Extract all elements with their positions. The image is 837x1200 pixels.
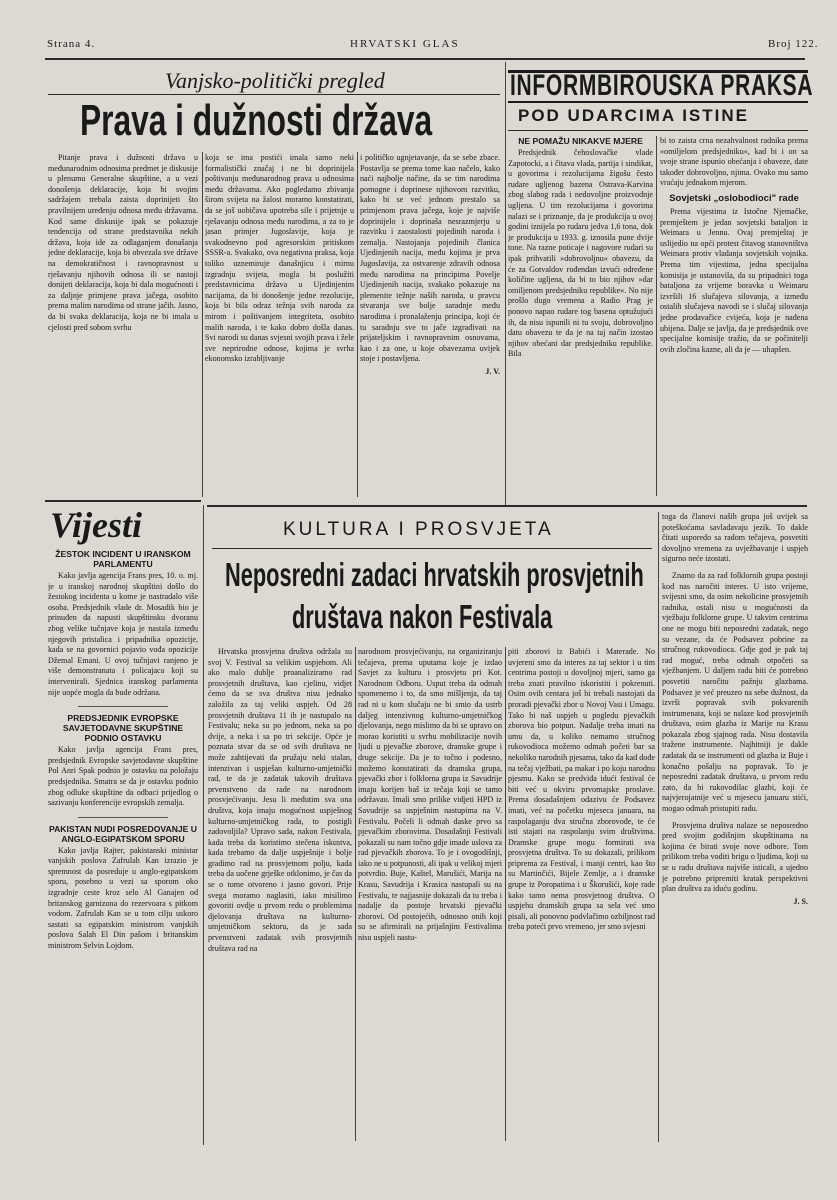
inform-col-1: NE POMAŽU NIKAKVE MJERE Predsjednik čehoslovačke vlade Zapotocki, a i čitava vlada, partija i sindikat, u govorima i rezolucijama žigošu često rudare ugljenog bazena Ostrava-Karvina zbog slabog rada i nedovoljne proizvodnje ugljena. U tim rezolucijama i govorima nalazi se i priznanje, da je produkcija u ovoj godini iznijela po rudaru jedva 1,6 tona, dok je produkcija u 1933. g. iznosila pune dvije tone. Na razne poticaje i nagovore rudari su ipak prihvatili »dobrovoljnu« obavezu, da će za Gotvaldov rođendan izvući određene količine ugljena, da bi to bio njihov »dar omiljenom predsjedniku republike«. No nije prošlo dugo vremena a Radio Prag je ponovo napao rudare tog basena optužujući ih, da nisu ispunili ni tu svoju, dobrovoljno datu obavezu te da je na taj način izostao njihov obećani dar predsjedniku republike. Bila [508, 136, 653, 359]
inform-title: INFORMBIROUSKA PRAKSA [510, 69, 814, 102]
inform-subhead-2: Sovjetski „oslobodioci" rade [669, 192, 799, 204]
news-headline: PREDSJEDNIK EVROPSKE SAVJETODAVNE SKUPŠTINE PODNIO OSTAVKU [62, 713, 184, 744]
kicker-rule [48, 94, 500, 95]
news-title: Vijesti [50, 505, 143, 545]
culture-section-banner: KULTURA I PROSVJETA [283, 519, 554, 540]
col-divider [505, 647, 506, 1141]
inform-subtitle: POD UDARCIMA ISTINE [518, 106, 749, 125]
inform-title-block [508, 69, 814, 103]
foreign-col-1: Pitanje prava i dužnosti država u međunarodnim odnosima predmet je diskusije u plenumu Generalne skupštine, a u vezi donošenja deklaracije, koja bi svojim sadržajem trebala zaista doprinijeti što pravilnijem uređenju odnosa među državama. Kod same diskusije ipak se pokazuje tendencija od strane predstavnika nekih država, koja ide za odlaganjem donašanja jedne deklaracije, koja bi obvezala sve države na demokratičnost i ravnopravnost u rješavanju njihovih odnosa ili se nastoji donijeti deklaracija, koja bi dala mogućnosti i za daljnje primjene prava jačega, osobito prema malim narodima od strane jačih. Jasno, da bi svaka deklaracija, koja ne bi imala u cjelosti pred sobom svrhu [48, 153, 198, 332]
foreign-col-3: i političko ugnjetavanje, da se sebe zbace. Postavlja se prema tome kao načelo, kako naći najbolje načine, da se tim narodima pomogne i doprinese njihovom razvitku, kako bi se već jednom prestalo sa primjenom prava jačega, koje je najviše doprinijelo i doprinaša nesrazmjerju u razvitku i zaostalosti pojedinih naroda i zemalja. Nastojanja pojedinih članica Ujedinjenih nacija, među kojima je prva Jugoslavija, za ostvarenje zdravih odnosa među narodima na principima Povelje Ujedinjenih nacija, svakako pokazuje na plemenite težnje naših naroda, u pravcu stvaranja sve bolje saradnje među narodima i pronalaženju principa, koji će tu saradnju sve to jače izgrađivati na prijateljskim i ravnopravnim osnovama, kao i za one, u koje obavezama uvijek stoje i postavljena. J. V. [360, 153, 500, 376]
culture-col-2: narodnom prosvjećivanju, na organiziranju tečajeva, prema uputama koje je izdao Savjet za kulturu i prosvjetu pri Kot. Narodnom Odboru. Usput treba da odmah spomenemo i to, da smo mišljenja, da taj rad ni u kom slučaju ne bi smio da ustrb daljeg intenzivnog kulturno-umjetničkog djelovanja, nego mislimo da bi se upravo on morao koristiti u svrhu mobilizacije novih ljudi u pjevačke zborove, dramske grupe i druge sekcije. Da je to točno i podesno, možemo konstatirati da dramska grupa, pjevački zbor i folklorna grupa iz Savudrije imaju korijen baš iz tečaja koji se tamo održavao. Imali smo prilike vidjeti HPD iz Savudrije sa uspješnim nastupima na V. Festivalu. Počeli li odmah daske prvo sa pjevačkim zborovima. Dosadašnji Festivali pokazali su nam točno gdje imade uslova za rad pjevačkih zborova. To je i ovogodišnji, iako ne u potpunosti, ali ipak u velikoj mjeri potvrdio. Buje, Kaštel, Marušići, Marija na Krasu, Savudrija i Krasica nastupali su na Festivalu, te najjasnije dokazali da tu treba i nadalje da postoje hrvatski pjevački zborovi. Od postojećih, odnosno onih koji su se afirmirali na prijašnjim Festivalima nisu uspjeli nastu- [358, 647, 502, 943]
culture-col-4: toga da članovi naših grupa još uvijek sa poteškoćama savladavaju jezik. To dakle čitati usporedo sa radom tečajeva, posvetiti dovoljno vremena za uvježbavanje i uspjeh sigurno neće izostati. Znamo da za rad folklornih grupa postoji kod nas naročiti interes. U isto vrijeme, svijesni smo, da osim nekolicine prosvjetnih radnika, ostali nisu u mogućnosti da vježbaju folklorne grupe. U takvim centrima one ne mogu biti neposredni zadatak, nego su vezane, da će Podsavez pobrine za stručnog rukovodioca. Gdje god je pak taj rad moguć, treba odmah otpočeti sa vježbanjem. U daljem radu biti će potrebno posvetiti naročitu pažnju glazbama. Podsavez je već preuzeo na sebe dužnost, da izvrši popravak svih pokvarenih instrumenata, koji se nalaze kod prosvjetnih društava, osim glazba iz Marije na Krasu pokazala zbog sjajnog rada. Nisu dostavila tražene instrumente. Najhitniji je dakle zadatak da se instrumenti od glazba iz Buje i konačno pošalju na popravak. To je neposredni zadatak društava, u prvom redu zato, da bi rukovodilac glazbi, koji će najvjerojatnije već u mjesecu januaru stići, mogao odmah pristupiti radu. Prosvjetna društva nalaze se neposredno pred svojim godišnjim skupštinama na kojima će birati svoje nove odbore. Tom prilikom treba voditi brigu o ljudima, koji su se u radu društava najviše isticali, a ujedno je potrebno pripremiti kratak perspektivni plan društva za iduću godinu. J. S. [662, 512, 808, 906]
inform-subhead: NE POMAŽU NIKAKVE MJERE [518, 136, 643, 146]
newspaper-title: HRVATSKI GLAS [350, 38, 460, 50]
subtitle-rule [508, 130, 808, 131]
culture-signature: J. S. [793, 896, 808, 906]
col-divider [203, 505, 204, 1145]
foreign-col-2: koja se ima postići imala samo neki formalistički značaj i ne bi doprinijela poštivanju međunarodnog prava u odnosima među državama. Ako pogledamo zbivanja širom svijeta na žalost moramo konstatirati, da se još uobičava upotreba sile i prijetnje u rješavanju odnosa među narodima, a za to je jasan primjer Jugoslavije, koja je svakodnevno pod agresorskim pritiskom SSSR-a. Svakako, ova negativna praksa, koja toliko uznemiruje današnjicu i mirnu izgradnju svijeta, mogla bi poslužiti predstavnicima država u Ujedinjenim nacijama, da bi donošenje jedne rezolucije, koja bi bila odraz težnja svih naroda za mirom i poštivanjem integriteta, osobito malih naroda, i te kako dobro došla danas. Svi narodi su danas svjesni svojih prava i žele sve neprirodne odnose, kojima je svrha ekonomsko izrabljivanje [205, 153, 354, 364]
col-divider [658, 512, 659, 1142]
col-divider [202, 152, 203, 497]
col-divider [656, 136, 657, 496]
culture-title-line2: društava nakon Festivala [292, 598, 553, 635]
news-column: ŽESTOK INCIDENT U IRANSKOM PARLAMENTU Kako javlja agencija Frans pres, 10. o. mj. je u iranskoj narodnoj skupštini došlo do žestokog incidenta u kome je nastradalo više osoba. Predsjednik vlade dr. Mosadik bio je prinuđen da napusti skupštinsku dvoranu zbog velike tučnjave koja je nastala između njegovih pristalica i pripadnika opozicije, kada se na govornici pojavio vođa opozicije Džemal Emani. U ovoj tučnjavi ranjeno je više demonstranata i policajaca koji su intervenirali. Sjednica iranskog parlamenta nije uopće mogla da bude održana. PREDSJEDNIK EVROPSKE SAVJETODAVNE SKUPŠTINE PODNIO OSTAVKU Kako javlja agencija Frans pres, predsjednik Evropske savjetodavne skupštine Pol Anri Spak podnio je ostavku na položaju predsjednika. Smatra se da je ostavku podnio zbog odluke skupštine da odbaci prijedlog o sazivanju konferencije evropskih zemalja. PAKISTAN NUDI POSREDOVANJE U ANGLO-EGIPATSKOM SPORU Kako javlja Rajter, pakistanski ministar vanjskih poslova Zafrulah Kan izrazio je spremnost da posreduje u anglo-egipatskom sporu, posebno u vezi sa sporom oko izgradnje ceste kroz selo Al Ganajen od britanskog garnizona do rezervoara s pitkom vodom. Zafrulah Kan se u tom cilju uskoro sastati sa egipatskim ministrom vanjskih poslova Salah El Din pašom i britanskim ministrom Selvin Lojdom. [48, 549, 198, 951]
news-headline: PAKISTAN NUDI POSREDOVANJE U ANGLO-EGIPATSKOM SPORU [48, 823, 198, 844]
issue-number: Broj 122. [768, 38, 819, 50]
banner-underline [212, 548, 652, 549]
section-rule [207, 505, 807, 507]
page-number: Strana 4. [47, 38, 96, 50]
culture-title-line1: Neposredni zadaci hrvatskih prosvjetnih [225, 556, 644, 593]
news-headline: ŽESTOK INCIDENT U IRANSKOM PARLAMENTU [55, 549, 191, 569]
col-divider [355, 647, 356, 1141]
foreign-title: Prava i dužnosti država [80, 96, 433, 145]
col-divider [357, 152, 358, 497]
inform-col-2: bi to zaista crna nezahvalnost radnika prema »omiljelom predsjedniku«, kad bi i on sa svoje strane ispunio obećanja i obaveze, date također dobrovoljno, njima. Ovako mu samo vraćaju jednakom mjerom. Sovjetski „oslobodioci" rade Prema vijestima iz Istočne Njemačke, premještem je jedan sovjetski bataljon iz Weimara u Jennu. Ovaj premještaj je uslijedio na opći protest čitavog stanovništva Weimara protiv vladanja sovjetskih vojnika. Prema tim vijestima, jedna specijalna komisija je ustanovila, da su pripadnici toga bataljona za vrijeme boravka u Weimaru izvršili 16 slučajeva silovanja, a između ostalih slučajeva navodi se i slučaj silovanja jedne prodavačice cvijeća, koja je nađena ubijena. Dalje se javlja, da je predsjednik ove specijalne komisije tražio, da se počinitelji ovih zločina kazne, ali da je — uhapšen. [660, 136, 808, 354]
section-rule [45, 500, 201, 502]
culture-col-3: piti zborovi iz Babići i Materade. No uvjereni smo da interes za taj sektor i u tim centrima postoji u dovoljnoj mjeri, samo ga treba znati pravilno iskoristiti i pokrenuti. Osim ovih centara još bi trebali nastojati da proradi pjevački zbor u Novoj Vasi i Umagu. Tako bi naš uspjeh u pogledu pjevačkih zborova bio potpun. Nadalje treba imati na umu da, u koliko nemamo stručnog rukovodioca možemo odmah početi bar sa nekoliko narodnih pjesama, tako da kad dođe na tečaj vježbati, pa makar i po koju narodnu pjesmu. Kako se predviđa idući festival će biti već u okviru prvomajske proslave. Prema dosadašnjem odazivu će Podsavez imati, već na početku mjeseca januara, na raspolaganju dva stručna zborovođe, te će isti stajati na raspolanju svim društvima. Dramske grupe mogu formirati sva prosvjetna društva. To su dokazali, prilikom priprema za Festival, i manji centri, kao što su Martinčići, Bijele Zemlje, a i dramske grupe iz Poropatima i u Škorušići, koje rade kako tamo nema prosvjetnog društva. O uspjehu dramskih grupa sa sela već smo pisali, ali ponovno podvlačimo ozbiljnost rad treba poteći prvo vremeno, jer smo svjesni [508, 647, 655, 932]
foreign-kicker: Vanjsko-politički pregled [165, 68, 385, 93]
col-divider [505, 62, 506, 507]
foreign-signature: J. V. [485, 366, 500, 376]
header-rule [45, 58, 805, 60]
culture-col-1: Hrvatska prosvjetna društva održala su svoj V. Festival sa velikim uspjehom. Ali ako malo dublje proanaliziramo rad prosvjetnih društava, kao cjelinu, vidjet ćemo da se sva društva nisu jednako založila za taj veliki uspjeh. Od 28 prosvjetnih društava 11 ih je nastupalo na Festivalu; neka su po jednom, neka sa po dvije, a neka i sa po tri sekcije. Opće je poznata stvar da se od svih društava ne može zahtijevati da pružaju neki stalan, intenzivan i uspješan kulturno-umjetnički rad, te da je zadatak takovih društava prvenstveno da rade na narodnom prosvjećivanju. Jesu li međutim sva ona društva, koja imaju mogućnost uspješnog kulturno-umjetničkog rada, to postigli zadovoljila? Upravo sada, nakon Festivala, kada treba da koristimo stečena iskustva, kada trebamo da dalje uspješnije i bolje gradimo rad na prosvjetnom polju, kada treba da uočene grješke otklonimo, je čas da se o tome otvoreno i jasno govori. Prije svega moramo naglasiti, iako misilimo govoriti ovdje u prvom redu o problemima djelovanja društava na kulturno-umjetničkom sektoru, da je sada prvenstveni zadatak svih prosvjetnih društava rad na [208, 647, 352, 953]
